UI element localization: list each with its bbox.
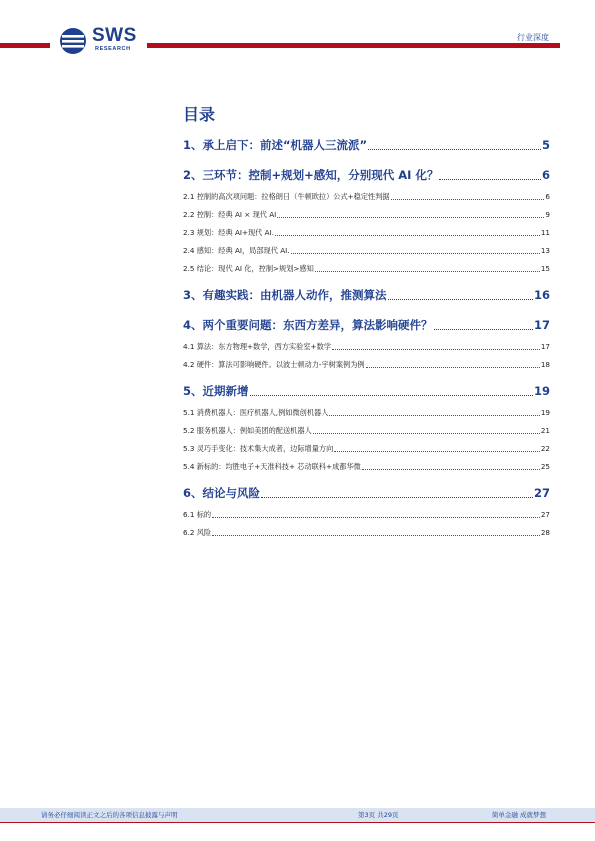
toc-entry-label: 4.1 算法：东方物理+数学，西方实验室+数学 <box>183 342 331 351</box>
toc-entry-page: 19 <box>540 408 550 417</box>
footer-slogan: 简单金融 成就梦想 <box>491 811 546 819</box>
toc-entry-label: 2.5 结论：现代 AI 化，控制>规划>感知 <box>183 264 314 273</box>
toc-entry-page: 15 <box>540 264 550 273</box>
toc-entry-label: 1、承上启下：前述“机器人三流派” <box>183 138 368 152</box>
logo-wordmark: SWS <box>92 25 137 46</box>
toc-title: 目录 <box>183 105 216 124</box>
toc-entry-page: 11 <box>540 228 550 237</box>
toc-entry-page: 21 <box>540 426 550 435</box>
toc-dot-leader <box>439 178 541 180</box>
footer-page-info: 第3页 共29页 <box>358 811 399 819</box>
toc-dot-leader <box>250 394 533 396</box>
toc-entry-page: 6 <box>545 192 550 201</box>
toc-dot-leader <box>291 252 540 254</box>
toc-chapter-entry[interactable] <box>183 312 550 338</box>
toc-section-entry[interactable] <box>183 260 550 278</box>
toc-entry-page: 13 <box>540 246 550 255</box>
toc-dot-leader <box>313 432 540 434</box>
toc-chapter-entry[interactable] <box>183 480 550 506</box>
toc-entry-label: 2.3 规划：经典 AI+现代 AI. <box>183 228 274 237</box>
toc-entry-page: 16 <box>533 288 550 302</box>
toc-chapter-entry[interactable] <box>183 162 550 188</box>
toc-entry-page: 18 <box>540 360 550 369</box>
toc-section-entry[interactable] <box>183 422 550 440</box>
toc-entry-page: 27 <box>533 486 550 500</box>
toc-entry-label: 5.4 新标的：均胜电子+天准科技+ 芯动联科+成都华微 <box>183 462 361 471</box>
toc-entry-label: 2、三环节：控制+规划+感知，分别现代 AI 化？ <box>183 168 439 182</box>
toc-entry-page: 25 <box>540 462 550 471</box>
toc-entry-label: 6.2 风险 <box>183 528 212 537</box>
toc-dot-leader <box>315 270 540 272</box>
toc-entry-page: 19 <box>533 384 550 398</box>
toc-dot-leader <box>275 234 540 236</box>
toc-entry-label: 5.1 消费机器人：医疗机器人,例如微创机器人 <box>183 408 329 417</box>
toc-section-entry[interactable] <box>183 404 550 422</box>
toc-entry-label: 2.2 控制：经典 AI × 现代 AI <box>183 210 277 219</box>
toc-dot-leader <box>388 298 533 300</box>
toc-entry-label: 2.1 控制的高次项问题：拉格朗日（牛顿欧拉）公式+稳定性判据 <box>183 192 390 201</box>
toc-entry-page: 6 <box>541 168 550 182</box>
toc-section-entry[interactable] <box>183 356 550 374</box>
toc-dot-leader <box>332 348 540 350</box>
toc-entry-label: 5.2 服务机器人：例如美团的配送机器人 <box>183 426 312 435</box>
logo-subtext: RESEARCH <box>95 46 131 52</box>
toc-entry-label: 3、有趣实践：由机器人动作，推测算法 <box>183 288 387 302</box>
toc-entry-page: 5 <box>541 138 550 152</box>
toc-section-entry[interactable] <box>183 338 550 356</box>
toc-entry-page: 27 <box>540 510 550 519</box>
toc-dot-leader <box>212 516 540 518</box>
toc-dot-leader <box>366 366 540 368</box>
toc-entry-label: 2.4 感知：经典 AI，局部现代 AI. <box>183 246 290 255</box>
toc-entry-page: 17 <box>540 342 550 351</box>
table-of-contents <box>183 132 550 542</box>
toc-entry-label: 4、两个重要问题：东西方差异，算法影响硬件？ <box>183 318 433 332</box>
toc-dot-leader <box>434 328 533 330</box>
toc-dot-leader <box>261 496 533 498</box>
toc-section-entry[interactable] <box>183 206 550 224</box>
toc-section-entry[interactable] <box>183 524 550 542</box>
toc-section-entry[interactable] <box>183 224 550 242</box>
toc-entry-label: 6、结论与风险 <box>183 486 261 500</box>
toc-dot-leader <box>334 450 540 452</box>
toc-dot-leader <box>212 534 540 536</box>
header-rule-right <box>147 43 560 48</box>
toc-section-entry[interactable] <box>183 242 550 260</box>
toc-chapter-entry[interactable] <box>183 132 550 158</box>
toc-entry-label: 5.3 灵巧手变化：技术集大成者，边际增量方向 <box>183 444 334 453</box>
toc-dot-leader <box>277 216 544 218</box>
toc-entry-page: 22 <box>540 444 550 453</box>
toc-section-entry[interactable] <box>183 458 550 476</box>
footer-rule <box>0 822 595 823</box>
toc-section-entry[interactable] <box>183 440 550 458</box>
toc-entry-page: 28 <box>540 528 550 537</box>
toc-chapter-entry[interactable] <box>183 378 550 404</box>
toc-chapter-entry[interactable] <box>183 282 550 308</box>
document-type-label: 行业深度 <box>517 33 549 42</box>
footer-disclaimer: 请务必仔细阅读正文之后的各项信息披露与声明 <box>41 811 178 819</box>
header-rule-left <box>0 43 50 48</box>
toc-dot-leader <box>391 198 545 200</box>
toc-section-entry[interactable] <box>183 188 550 206</box>
toc-entry-label: 5、近期新增 <box>183 384 249 398</box>
toc-section-entry[interactable] <box>183 506 550 524</box>
toc-entry-page: 9 <box>545 210 550 219</box>
toc-dot-leader <box>362 468 540 470</box>
toc-dot-leader <box>368 148 541 150</box>
toc-entry-page: 17 <box>533 318 550 332</box>
toc-dot-leader <box>329 414 539 416</box>
toc-entry-label: 6.1 标的 <box>183 510 212 519</box>
toc-entry-label: 4.2 硬件：算法可影响硬件。以波士顿动力-宇树案例为例 <box>183 360 365 369</box>
